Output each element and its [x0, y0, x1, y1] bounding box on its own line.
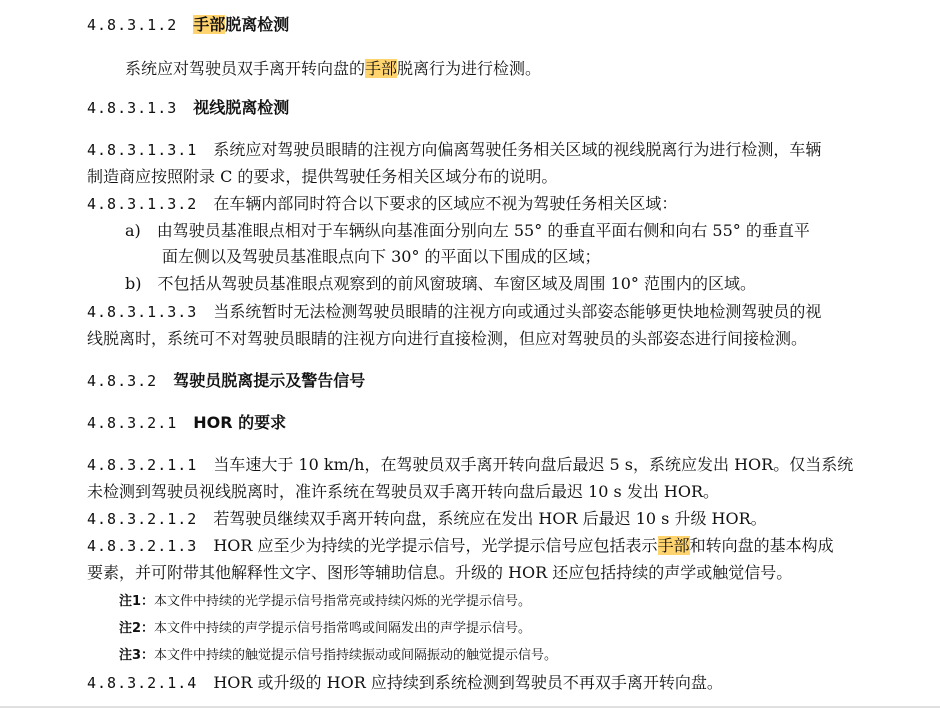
clause-text: 系统应对驾驶员眼睛的注视方向偏离驾驶任务相关区域的视线脱离行为进行检测，车辆: [213, 140, 822, 159]
list-item-text: 面左侧以及驾驶员基准眼点向下 30° 的平面以下围成的区域；: [162, 247, 601, 266]
paragraph-text: 系统应对驾驶员双手离开转向盘的: [125, 59, 366, 78]
clause-text: 要素，并可附带其他解释性文字、图形等辅助信息。升级的 HOR 还应包括持续的声学或触觉信号。: [87, 563, 793, 582]
heading-4-8-3-1-2: [87, 15, 289, 35]
note-text: 本文件中持续的触觉提示信号指持续振动或间隔振动的触觉提示信号。: [154, 648, 558, 663]
clause-continuation: [87, 482, 719, 502]
clause-4-8-3-1-3-2: [87, 194, 677, 214]
highlighted-term: 手部: [365, 59, 398, 78]
list-item-label: a): [125, 221, 141, 240]
list-item-text: 由驾驶员基准眼点相对于车辆纵向基准面分别向左 55° 的垂直平面右侧和向右 55° 的垂直平: [156, 221, 810, 240]
heading-4-8-3-2-1: [87, 413, 286, 433]
note-text: 本文件中持续的声学提示信号指常鸣或间隔发出的声学提示信号。: [154, 621, 532, 636]
clause-text: HOR 应至少为持续的光学提示信号，光学提示信号应包括表示: [213, 536, 658, 555]
section-number: 4.8.3.2.1: [87, 414, 178, 432]
list-item-label: b): [125, 274, 142, 293]
clause-text: 制造商应按照附录 C 的要求，提供驾驶任务相关区域分布的说明。: [87, 167, 558, 186]
clause-text: HOR 或升级的 HOR 应持续到系统检测到驾驶员不再双手离开转向盘。: [213, 673, 723, 692]
clause-continuation: [87, 167, 557, 187]
clause-number: 4.8.3.2.1.4: [87, 674, 198, 692]
clause-text: 未检测到驾驶员视线脱离时，准许系统在驾驶员双手离开转向盘后最迟 10 s 发出 HOR。: [87, 482, 720, 501]
list-item-b: [125, 274, 756, 294]
note-text: 本文件中持续的光学提示信号指常亮或持续闪烁的光学提示信号。: [154, 594, 532, 609]
heading-4-8-3-1-3: [87, 98, 289, 118]
clause-4-8-3-2-1-4: [87, 673, 723, 693]
paragraph-text: 脱离行为进行检测。: [397, 59, 542, 78]
list-item-text: 不包括从驾驶员基准眼点观察到的前风窗玻璃、车窗区域及周围 10° 范围内的区域。: [157, 274, 757, 293]
clause-continuation: [87, 329, 807, 349]
clause-number: 4.8.3.1.3.3: [87, 303, 198, 321]
note-1: [119, 592, 531, 612]
list-item-a-continuation: [162, 247, 601, 267]
heading-title: 脱离检测: [225, 15, 290, 34]
clause-number: 4.8.3.2.1.3: [87, 537, 198, 555]
clause-continuation: [87, 563, 792, 583]
clause-text: 和转向盘的基本构成: [689, 536, 834, 555]
heading-title: 驾驶员脱离提示及警告信号: [173, 371, 366, 390]
list-item-a: [125, 221, 810, 241]
section-number: 4.8.3.1.2: [87, 16, 178, 34]
paragraph-4-8-3-1-2: [125, 59, 541, 79]
note-label: 注3：: [119, 648, 155, 663]
clause-4-8-3-2-1-1: [87, 455, 853, 475]
note-2: [119, 619, 531, 639]
heading-4-8-3-2: [87, 371, 365, 391]
clause-4-8-3-2-1-2: [87, 509, 767, 529]
page-bottom-divider: [0, 706, 940, 708]
clause-text: 当车速大于 10 km/h，在驾驶员双手离开转向盘后最迟 5 s，系统应发出 HOR。仅当系统: [213, 455, 854, 474]
clause-number: 4.8.3.1.3.2: [87, 195, 198, 213]
section-number: 4.8.3.1.3: [87, 99, 178, 117]
heading-title: HOR 的要求: [193, 413, 287, 432]
clause-text: 线脱离时，系统可不对驾驶员眼睛的注视方向进行直接检测，但应对驾驶员的头部姿态进行间接检测。: [87, 329, 808, 348]
note-3: [119, 646, 557, 666]
clause-text: 在车辆内部同时符合以下要求的区域应不视为驾驶任务相关区域：: [213, 194, 678, 213]
section-number: 4.8.3.2: [87, 372, 158, 390]
note-label: 注1：: [119, 594, 155, 609]
clause-4-8-3-1-3-3: [87, 302, 821, 322]
clause-4-8-3-2-1-3: [87, 536, 834, 556]
clause-text: 当系统暂时无法检测驾驶员眼睛的注视方向或通过头部姿态能够更快地检测驾驶员的视: [213, 302, 822, 321]
clause-text: 若驾驶员继续双手离开转向盘，系统应在发出 HOR 后最迟 10 s 升级 HOR。: [213, 509, 767, 528]
note-label: 注2：: [119, 621, 155, 636]
highlighted-term: 手部: [193, 15, 226, 34]
heading-title: 视线脱离检测: [193, 98, 290, 117]
clause-4-8-3-1-3-1: [87, 140, 821, 160]
highlighted-term: 手部: [657, 536, 690, 555]
clause-number: 4.8.3.2.1.1: [87, 456, 198, 474]
clause-number: 4.8.3.2.1.2: [87, 510, 198, 528]
clause-number: 4.8.3.1.3.1: [87, 141, 198, 159]
